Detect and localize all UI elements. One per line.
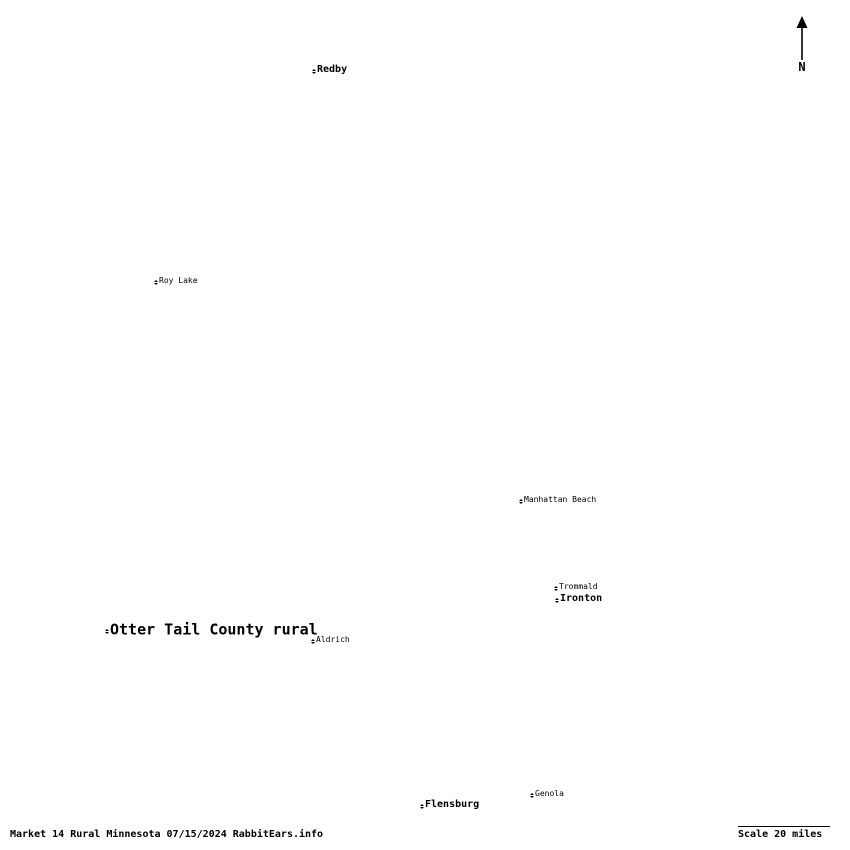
city-dot-icon (519, 499, 523, 501)
city-dot-icon (154, 280, 158, 282)
city-dot-icon (554, 586, 558, 588)
city-label: Flensburg (425, 799, 480, 810)
city-label: Redby (317, 64, 348, 75)
north-arrow-icon (782, 14, 822, 62)
map-caption: Market 14 Rural Minnesota 07/15/2024 RabbitEars.info (10, 829, 324, 840)
scale-bar-label: Scale 20 miles (738, 829, 823, 840)
city-dot-icon (312, 69, 316, 71)
city-dot-icon (311, 639, 315, 641)
north-arrow (782, 14, 822, 74)
city-label: Manhattan Beach (524, 495, 597, 504)
city-dot-icon (555, 598, 559, 600)
city-label: Roy Lake (159, 276, 198, 285)
city-label: Aldrich (316, 635, 350, 644)
city-label: Ironton (560, 593, 603, 604)
city-label: Genola (535, 789, 564, 798)
city-dot-icon (105, 629, 109, 631)
city-dot-icon (420, 804, 424, 806)
north-label: N (798, 60, 806, 74)
scale-bar (738, 826, 838, 840)
scale-bar-line (738, 826, 830, 827)
city-label: Trommald (559, 582, 598, 591)
city-label: Otter Tail County rural (110, 620, 318, 639)
city-dot-icon (530, 793, 534, 795)
